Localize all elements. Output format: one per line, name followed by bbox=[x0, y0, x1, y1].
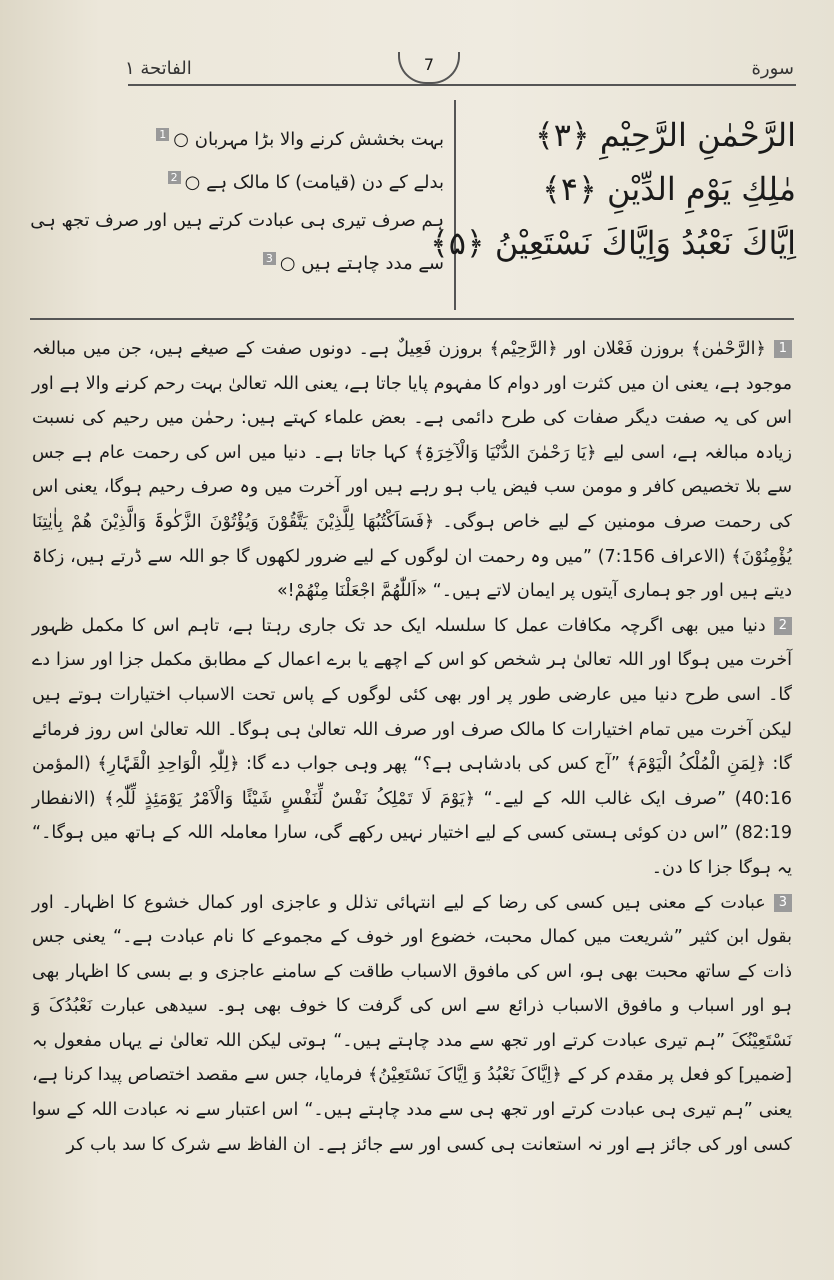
translation-line: بہت بخشش کرنے والا بڑا مہربان ○$^1$ bbox=[128, 116, 444, 159]
translation-line: بدلے کے دن (قیامت) کا مالک ہے ○$^2$ bbox=[128, 159, 444, 202]
commentary-notes bbox=[32, 332, 792, 1162]
page-number: 7 bbox=[398, 52, 460, 84]
surah-name-header: الفاتحة ۱ bbox=[125, 58, 192, 79]
footnote-text: ﴿الرَّحْمٰن﴾ بروزن فَعْلان اور ﴿الرَّحِيْم﴾ بروزن فَعِيلٌ ہے۔ دونوں صفت کے صیغے ہیں، جن میں مبالغہ موجود ہے، یعنی ان میں کثرت اور دوام کا مفہوم پایا جاتا ہے، یعنی اللہ تعالیٰ بہت رحم کرنے والا ہے اور اس کی یہ صفت دیگر صفات کی طرح دائمی ہے۔ بعض علماء کہتے ہیں: رحمٰن میں رحیم کی نسبت زیادہ مبالغہ ہے، اسی لیے ﴿یَا رَحْمٰنَ الدُّنْیَا وَالْآخِرَۃِ﴾ کہا جاتا ہے۔ دنیا میں اس کی رحمت عام ہے جس سے بلا تخصیص کافر و مومن سب فیض یاب ہو رہے ہیں اور آخرت میں وہ صرف رحیم ہوگا، یعنی اس کی رحمت صرف مومنین کے لیے خاص ہوگی۔ ﴿فَسَاَکْتُبُھَا لِلَّذِیْنَ یَتَّقُوْنَ وَیُؤْتُوْنَ الزَّکٰوۃَ وَالَّذِیْنَ ھُمْ بِاٰیٰتِنَا یُؤْمِنُوْنَ﴾ (الاعراف 7:156) ”میں وہ رحمت ان لوگوں کے لیے ضرور لکھوں گا جو اللہ سے ڈرتے ہیں، زکاۃ دیتے ہیں اور جو ہماری آیتوں پر ایمان لاتے ہیں۔“ «اَللّٰھُمَّ اجْعَلْنَا مِنْھُمْ!» bbox=[32, 339, 793, 602]
arabic-verses bbox=[429, 108, 796, 270]
footnote-number: 2 bbox=[774, 617, 792, 635]
header-rule bbox=[128, 84, 796, 86]
translation-line: ہم صرف تیری ہی عبادت کرتے ہیں اور صرف تجھ ہی bbox=[30, 210, 444, 231]
footnote-2 bbox=[32, 609, 792, 886]
footnote-text: دنیا میں بھی اگرچہ مکافات عمل کا سلسلہ ایک حد تک جاری رہتا ہے، تاہم اس کا مکمل ظہور آخرت میں ہوگا اور اللہ تعالیٰ ہر شخص کو اس کے اچھے یا برے اعمال کے مطابق مکمل جزا اور سزا دے گا۔ اسی طرح دنیا میں عارضی طور پر اور بھی کئی لوگوں کے پاس تحت الاسباب اختیارات ہوتے ہیں لیکن آخرت میں تمام اختیارات کا مالک صرف اور صرف اللہ تعالیٰ ہی ہوگا۔ اللہ تعالیٰ اس روز فرمائے گا: ﴿لِمَنِ الْمُلْکُ الْیَوْمَ﴾ ”آج کس کی بادشاہی ہے؟“ پھر وہی جواب دے گا: ﴿لِلّٰہِ الْوَاحِدِ الْقَہَّارِ﴾ (المؤمن 40:16) ”صرف ایک غالب اللہ کے لیے۔“ ﴿یَوْمَ لَا تَمْلِکُ نَفْسٌ لِّنَفْسٍ شَیْئًا وَالْاَمْرُ یَوْمَئِذٍ لِّلّٰہِ﴾ (الانفطار 82:19) ”اس دن کوئی ہستی کسی کے لیے اختیار نہیں رکھے گی، سارا معاملہ اللہ کے ہاتھ میں ہوگا۔“ یہ ہوگا جزا کا دن۔ bbox=[32, 615, 792, 878]
urdu-translation bbox=[30, 116, 444, 283]
surah-label-header: سورة bbox=[751, 58, 794, 79]
column-divider bbox=[454, 100, 456, 310]
translation-line: سے مدد چاہتے ہیں ○$^3$ bbox=[128, 240, 444, 283]
arabic-verse: مٰلِكِ يَوْمِ الدِّيْنِ ﴿۴﴾ bbox=[542, 170, 796, 208]
footnote-marker: 2 bbox=[168, 171, 181, 184]
footnote-number: 3 bbox=[774, 894, 792, 912]
commentary-rule bbox=[30, 318, 794, 320]
footnote-number: 1 bbox=[774, 340, 792, 358]
arabic-verse: اِيَّاكَ نَعْبُدُ وَاِيَّاكَ نَسْتَعِيْنُ ﴿۵﴾ bbox=[429, 224, 796, 262]
footnote-1 bbox=[32, 332, 792, 609]
footnote-marker: 1 bbox=[156, 128, 169, 141]
footnote-text: عبادت کے معنی ہیں کسی کی رضا کے لیے انتہائی تذلل و عاجزی اور کمال خشوع کا اظہار۔ اور بقول ابن کثیر ”شریعت میں کمال محبت، خضوع اور خوف کے مجموعے کا نام عبادت ہے۔“ یعنی جس ذات کے ساتھ محبت بھی ہو، اس کی مافوق الاسباب طاقت کے سامنے عاجزی و بے بسی کا اظہار بھی ہو اور اسباب و مافوق الاسباب ذرائع سے اس کی گرفت کا خوف بھی ہو۔ سیدھی عبارت نَعْبُدُکَ وَ نَسْتَعِیْنُکَ ”ہم تیری عبادت کرتے اور تجھ سے مدد چاہتے ہیں۔“ ہوتی لیکن اللہ تعالیٰ نے یہاں مفعول بہ [ضمیر] کو فعل پر مقدم کر کے ﴿اِیَّاکَ نَعْبُدُ وَ اِیَّاکَ نَسْتَعِیْنُ﴾ فرمایا، جس سے مقصد اختصاص پیدا کرنا ہے، یعنی ”ہم تیری ہی عبادت کرتے اور تجھ ہی سے مدد چاہتے ہیں۔“ اس اعتبار سے نہ عبادت اللہ کے سوا کسی اور کی جائز ہے اور نہ استعانت ہی کسی اور سے جائز ہے۔ ان الفاظ سے شرک کا سد باب کر bbox=[32, 892, 792, 1155]
verse-section bbox=[30, 100, 796, 315]
footnote-3 bbox=[32, 886, 792, 1163]
arabic-verse: الرَّحْمٰنِ الرَّحِيْمِ ﴿۳﴾ bbox=[535, 116, 796, 154]
footnote-marker: 3 bbox=[263, 252, 276, 265]
